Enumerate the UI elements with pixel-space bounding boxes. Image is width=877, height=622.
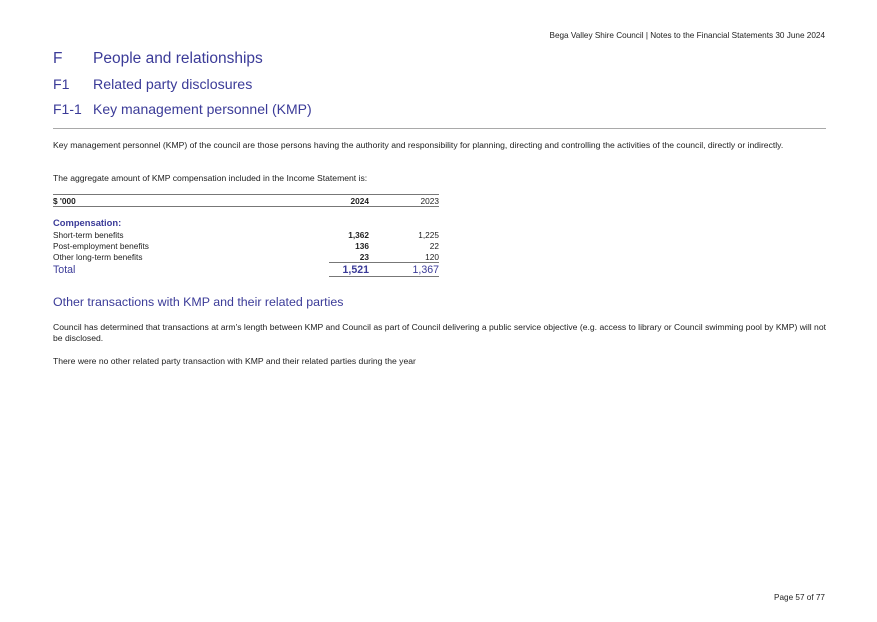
row-label: Short-term benefits bbox=[53, 229, 124, 240]
total-value-2023: 1,367 bbox=[378, 263, 439, 277]
section-title: People and relationships bbox=[93, 50, 263, 67]
table-header-row bbox=[53, 195, 439, 207]
heading-divider bbox=[53, 128, 826, 129]
other-transactions-heading: Other transactions with KMP and their related parties bbox=[53, 295, 344, 309]
page-number: Page 57 of 77 bbox=[774, 593, 825, 602]
total-row bbox=[53, 263, 439, 277]
subsubsection-number: F1-1 bbox=[53, 101, 82, 117]
row-value-2024: 1,362 bbox=[348, 229, 369, 240]
table-row bbox=[53, 251, 439, 263]
subsection-heading-f1 bbox=[53, 77, 252, 93]
section-number: F bbox=[53, 50, 63, 67]
compensation-label: Compensation: bbox=[53, 217, 122, 228]
kmp-compensation-table bbox=[53, 194, 439, 277]
row-value-2023: 1,225 bbox=[418, 229, 439, 240]
page-header: Bega Valley Shire Council | Notes to the Financial Statements 30 June 2024 bbox=[549, 31, 825, 40]
section-row bbox=[53, 216, 439, 229]
column-header-2023: 2023 bbox=[378, 195, 439, 207]
subsubsection-heading-f1-1 bbox=[53, 101, 312, 117]
arms-length-paragraph: Council has determined that transactions at arm's length between KMP and Council as part of Council delivering a public service objective (e.g. access to library or Council swimming pool by KMP) will not be disclosed. bbox=[53, 322, 826, 343]
total-value-2024: 1,521 bbox=[329, 263, 378, 277]
table-row bbox=[53, 229, 439, 240]
spacer bbox=[53, 207, 439, 217]
table-row bbox=[53, 240, 439, 251]
column-header-2024: 2024 bbox=[329, 195, 378, 207]
row-value-2023: 120 bbox=[425, 251, 439, 262]
total-label: Total bbox=[53, 263, 76, 276]
row-value-2024: 23 bbox=[359, 251, 369, 262]
subsection-number: F1 bbox=[53, 77, 70, 93]
row-value-2024: 136 bbox=[355, 240, 369, 251]
aggregate-paragraph: The aggregate amount of KMP compensation included in the Income Statement is: bbox=[53, 173, 368, 183]
row-label: Post-employment benefits bbox=[53, 240, 149, 251]
row-label: Other long-term benefits bbox=[53, 251, 143, 262]
section-heading-f bbox=[53, 50, 263, 68]
subsubsection-title: Key management personnel (KMP) bbox=[93, 101, 312, 117]
subsection-title: Related party disclosures bbox=[93, 77, 253, 93]
unit-label: $ '000 bbox=[53, 195, 329, 207]
no-other-transactions-paragraph: There were no other related party transaction with KMP and their related parties during the year bbox=[53, 356, 416, 366]
row-value-2023: 22 bbox=[429, 240, 439, 251]
kmp-definition-paragraph: Key management personnel (KMP) of the council are those persons having the authority and responsibility for planning, directing and controlling the activities of the council, directly or indirectly. bbox=[53, 140, 784, 150]
